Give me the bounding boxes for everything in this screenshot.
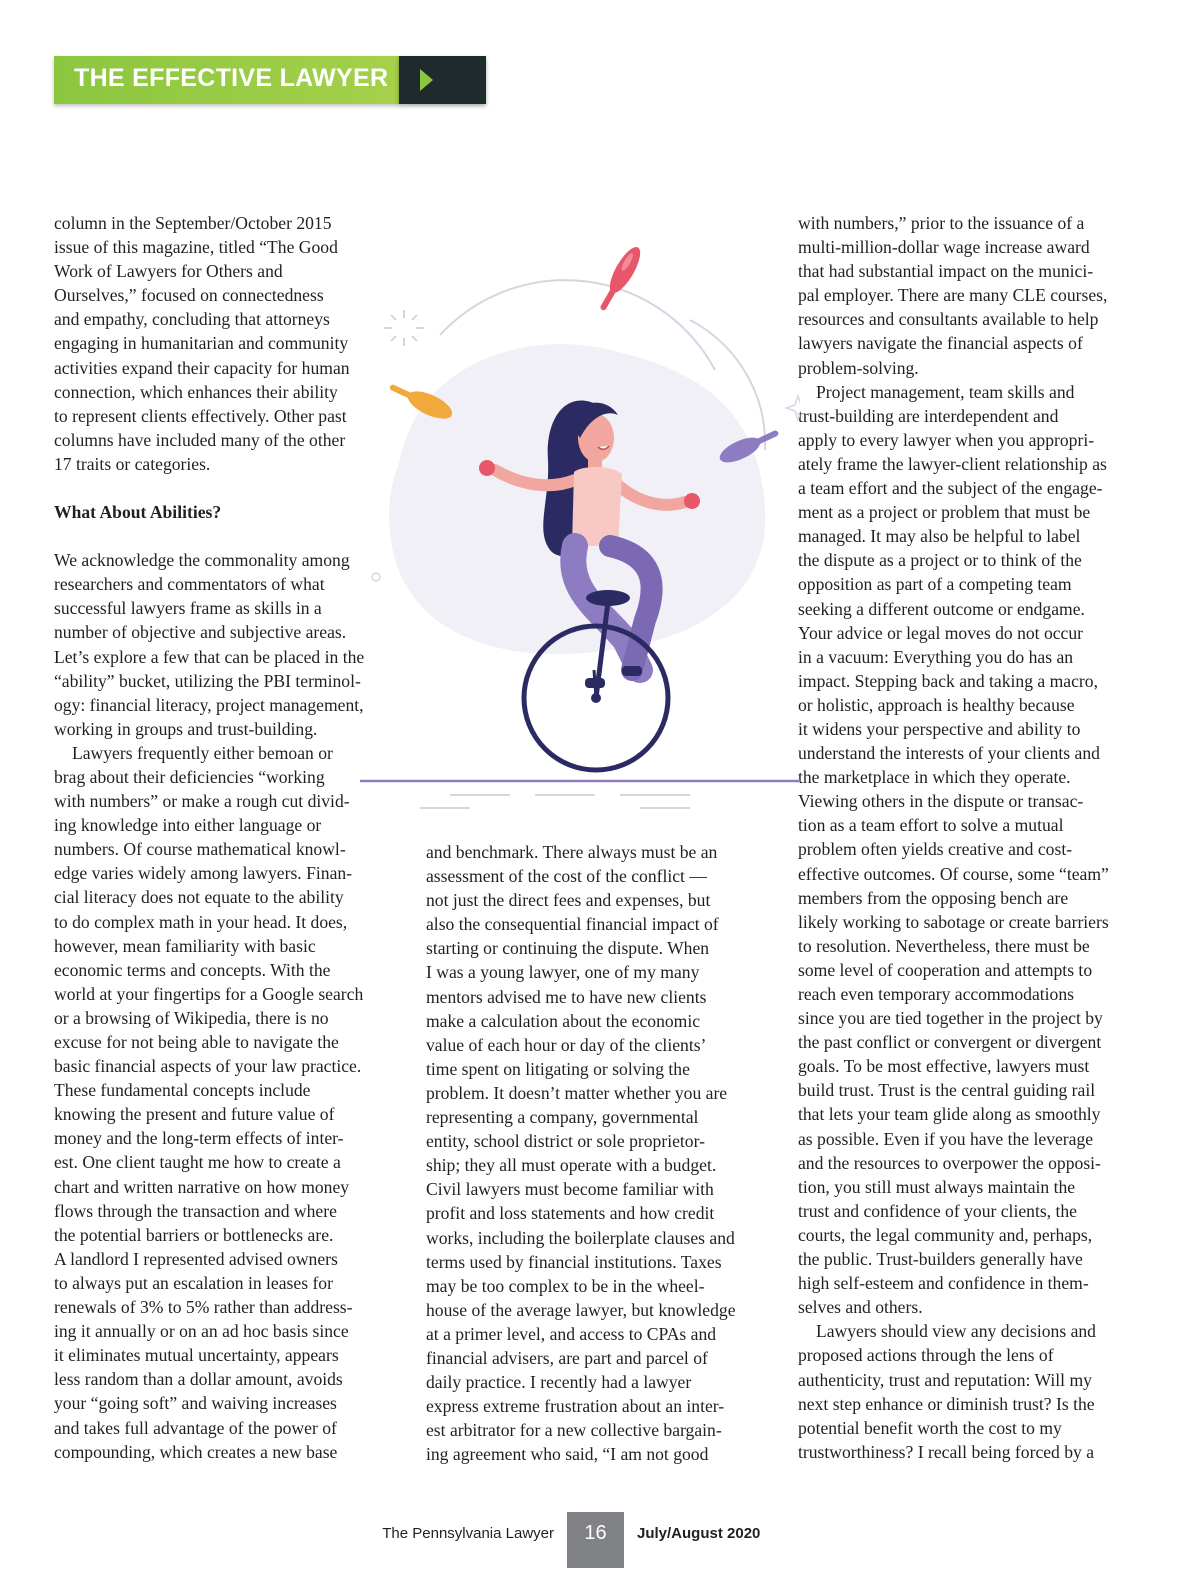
text-line: also the consequential financial impact of [426, 914, 719, 935]
text-line: ing it annually or on an ad hoc basis since [54, 1321, 349, 1342]
text-line: number of objective and subjective areas. [54, 622, 347, 643]
column1-paragraph-finance [54, 765, 364, 1464]
text-line: daily practice. I recently had a lawyer [426, 1372, 692, 1393]
text-line: tion as a team effort to solve a mutual [798, 815, 1064, 836]
text-line: the potential barriers or bottlenecks are. [54, 1224, 334, 1245]
text-line: pal employer. There are many CLE courses, [798, 285, 1108, 306]
text-line: activities expand their capacity for human [54, 357, 350, 378]
text-line: the past conflict or convergent or divergent [798, 1032, 1102, 1053]
text-line: and takes full advantage of the power of [54, 1417, 337, 1438]
text-line: ship; they all must operate with a budget. [426, 1155, 717, 1176]
article-column-2 [426, 840, 736, 1466]
text-line: may be too complex to be in the wheel- [426, 1275, 705, 1296]
text-line: renewals of 3% to 5% rather than address- [54, 1297, 353, 1318]
text-line: est arbitrator for a new collective bargain- [426, 1420, 722, 1441]
dot-icon [372, 573, 380, 581]
text-line: members from the opposing bench are [798, 887, 1069, 908]
banner-dark-block [399, 56, 486, 104]
column3-paragraph-1 [798, 211, 1109, 380]
text-line: issue of this magazine, titled “The Good [54, 237, 338, 258]
text-line: trustworthiness? I recall being forced by a [798, 1441, 1095, 1462]
text-line: reach even temporary accommodations [798, 984, 1075, 1004]
text-line: ing agreement who said, “I am not good [426, 1444, 709, 1465]
text-line: apply to every lawyer when you appropri- [798, 429, 1095, 450]
text-line: house of the average lawyer, but knowledge [426, 1299, 736, 1320]
text-line: Your advice or legal moves do not occur [798, 622, 1084, 643]
text-line: chart and written narrative on how money [54, 1176, 350, 1197]
issue-date: July/August 2020 [637, 1525, 761, 1542]
text-line: lawyers navigate the financial aspects of [798, 333, 1083, 354]
text-line: engaging in humanitarian and community [54, 333, 349, 354]
text-line: successful lawyers frame as skills in a [54, 598, 322, 619]
text-line: opposition as part of a competing team [798, 574, 1072, 595]
text-line: the marketplace in which they operate. [798, 767, 1071, 788]
text-line: impact. Stepping back and taking a macro, [798, 670, 1098, 691]
text-line: est. One client taught me how to create a [54, 1152, 341, 1173]
text-line: column in the September/October 2015 [54, 213, 332, 233]
shoe-front [622, 666, 642, 676]
text-line: numbers. Of course mathematical knowl- [54, 839, 346, 860]
section-heading: What About Abilities? [54, 502, 222, 523]
text-line: with numbers” or make a rough cut divid- [54, 791, 350, 812]
text-line: to represent clients effectively. Other past [54, 405, 347, 426]
text-line: world at your fingertips for a Google search [54, 983, 364, 1004]
text-line: value of each hour or day of the clients’ [426, 1034, 707, 1055]
text-line: We acknowledge the commonality among [54, 550, 350, 571]
star-icon [786, 396, 800, 420]
text-line: works, including the boilerplate clauses and [426, 1227, 735, 1248]
text-line: problem-solving. [798, 357, 919, 378]
text-line: These fundamental concepts include [54, 1080, 311, 1101]
text-line: I was a young lawyer, one of my many [426, 962, 700, 983]
sparkle-icon [384, 310, 424, 346]
text-line: ing knowledge into either language or [54, 815, 322, 836]
page-number: 16 [567, 1512, 624, 1568]
text-line: high self-esteem and confidence in them- [798, 1273, 1089, 1294]
text-line: or a browsing of Wikipedia, there is no [54, 1007, 329, 1028]
section-banner [54, 56, 486, 104]
text-line: that lets your team glide along as smoothly [798, 1104, 1101, 1125]
text-line: money and the long-term effects of inter- [54, 1128, 344, 1149]
text-line: ately frame the lawyer-client relationship as [798, 453, 1107, 474]
text-line: Project management, team skills and [816, 381, 1075, 402]
article-column-3 [798, 211, 1109, 1464]
unicycle-pedal-arm [594, 670, 596, 698]
text-line: problem. It doesn’t matter whether you are [426, 1082, 728, 1103]
text-line: Lawyers frequently either bemoan or [72, 742, 333, 763]
text-line: ogy: financial literacy, project management, [54, 694, 364, 715]
text-line: potential benefit worth the cost to my [798, 1417, 1062, 1438]
text-line: express extreme frustration about an inter- [426, 1396, 725, 1417]
text-line: assessment of the cost of the conflict — [426, 866, 707, 887]
text-line: not just the direct fees and expenses, but [426, 890, 711, 911]
text-line: profit and loss statements and how credit [426, 1203, 715, 1224]
text-line: to resolution. Nevertheless, there must be [798, 935, 1090, 956]
text-line: Ourselves,” focused on connectedness [54, 285, 324, 306]
text-line: Viewing others in the dispute or transac- [798, 791, 1084, 812]
text-line: it widens your perspective and ability to [798, 718, 1081, 739]
text-line: some level of cooperation and attempts to [798, 959, 1093, 980]
text-line: multi-million-dollar wage increase award [798, 237, 1090, 258]
text-line: starting or continuing the dispute. When [426, 938, 710, 959]
text-line: authenticity, trust and reputation: Will my [798, 1369, 1092, 1390]
text-line: financial advisers, are part and parcel of [426, 1347, 708, 1368]
column3-paragraph-2 [798, 404, 1109, 1320]
column1-paragraph-intro [54, 211, 364, 476]
text-line: in a vacuum: Everything you do has an [798, 646, 1074, 667]
text-line: A landlord I represented advised owners [54, 1248, 338, 1269]
text-line: basic financial aspects of your law practice. [54, 1056, 362, 1077]
section-title: THE EFFECTIVE LAWYER [74, 64, 389, 92]
text-line: ment as a project or problem that must be [798, 502, 1091, 523]
juggling-pin-pink [594, 243, 646, 314]
text-line: terms used by financial institutions. Taxes [426, 1251, 722, 1272]
column2-paragraph [426, 840, 736, 1466]
text-line: seeking a different outcome or endgame. [798, 598, 1085, 619]
text-line: 17 traits or categories. [54, 453, 211, 474]
text-line: mentors advised me to have new clients [426, 986, 707, 1007]
text-line: since you are tied together in the project by [798, 1008, 1103, 1029]
column3-paragraph-3 [798, 1343, 1109, 1463]
text-line: tion, you still must always maintain the [798, 1176, 1076, 1197]
text-line: effective outcomes. Of course, some “team” [798, 863, 1109, 884]
text-line: cial literacy does not equate to the ability [54, 887, 344, 908]
text-line: or holistic, approach is healthy because [798, 694, 1075, 715]
text-line: knowing the present and future value of [54, 1104, 335, 1125]
text-line: courts, the legal community and, perhaps, [798, 1224, 1093, 1245]
text-line: Lawyers should view any decisions and [816, 1321, 1096, 1342]
hand-right [684, 493, 700, 509]
text-line: entity, school district or sole proprietor- [426, 1131, 705, 1152]
text-line: next step enhance or diminish trust? Is the [798, 1393, 1095, 1414]
text-line: at a primer level, and access to CPAs and [426, 1323, 717, 1344]
text-line: with numbers,” prior to the issuance of a [798, 213, 1085, 233]
text-line: excuse for not being able to navigate the [54, 1032, 339, 1052]
page-footer [0, 1512, 1200, 1568]
text-line: economic terms and concepts. With the [54, 959, 331, 980]
text-line: goals. To be most effective, lawyers must [798, 1056, 1090, 1077]
text-line: your “going soft” and waiving increases [54, 1393, 337, 1414]
text-line: trust-building are interdependent and [798, 405, 1059, 426]
text-line: less random than a dollar amount, avoids [54, 1369, 343, 1390]
text-line: the public. Trust-builders generally have [798, 1249, 1083, 1270]
text-line: it eliminates mutual uncertainty, appears [54, 1345, 339, 1366]
text-line: make a calculation about the economic [426, 1010, 701, 1031]
text-line: problem often yields creative and cost- [798, 839, 1073, 860]
text-line: build trust. Trust is the central guiding rail [798, 1080, 1096, 1101]
text-line: columns have included many of the other [54, 429, 346, 450]
text-line: connection, which enhances their ability [54, 381, 338, 402]
publication-name: The Pennsylvania Lawyer [382, 1525, 554, 1542]
text-line: working in groups and trust-building. [54, 718, 318, 739]
text-line: Work of Lawyers for Others and [54, 261, 283, 282]
text-line: selves and others. [798, 1297, 923, 1318]
text-line: “ability” bucket, utilizing the PBI terminol- [54, 670, 361, 691]
text-line: compounding, which creates a new base [54, 1441, 338, 1462]
text-line: researchers and commentators of what [54, 574, 325, 595]
text-line: a team effort and the subject of the engage- [798, 478, 1103, 499]
text-line: likely working to sabotage or create barriers [798, 911, 1109, 932]
text-line: understand the interests of your clients and [798, 743, 1100, 764]
text-line: and the resources to overpower the opposi- [798, 1152, 1101, 1173]
text-line: resources and consultants available to help [798, 309, 1099, 330]
text-line: proposed actions through the lens of [798, 1345, 1054, 1366]
juggling-unicycle-illustration [360, 210, 800, 820]
text-line: to always put an escalation in leases for [54, 1272, 333, 1293]
chevron-right-icon [420, 69, 433, 91]
text-line: Civil lawyers must become familiar with [426, 1179, 714, 1200]
text-line: time spent on litigating or solving the [426, 1058, 690, 1079]
text-line: and benchmark. There always must be an [426, 842, 718, 862]
article-column-1 [54, 211, 364, 1464]
text-line: brag about their deficiencies “working [54, 766, 325, 787]
text-line: the dispute as a project or to think of the [798, 550, 1082, 571]
column1-paragraph-abilities [54, 548, 364, 741]
text-line: trust and confidence of your clients, the [798, 1200, 1077, 1221]
hand-left [479, 460, 495, 476]
text-line: to do complex math in your head. It does, [54, 911, 348, 932]
banner-green-block [54, 56, 399, 104]
text-line: as possible. Even if you have the leverage [798, 1128, 1094, 1149]
text-line: Let’s explore a few that can be placed in the [54, 646, 365, 667]
text-line: however, mean familiarity with basic [54, 935, 316, 956]
text-line: edge varies widely among lawyers. Finan- [54, 863, 353, 884]
text-line: representing a company, governmental [426, 1107, 699, 1128]
text-line: flows through the transaction and where [54, 1200, 337, 1221]
text-line: that had substantial impact on the munici- [798, 261, 1094, 282]
text-line: and empathy, concluding that attorneys [54, 309, 330, 330]
text-line: managed. It may also be helpful to label [798, 526, 1081, 547]
